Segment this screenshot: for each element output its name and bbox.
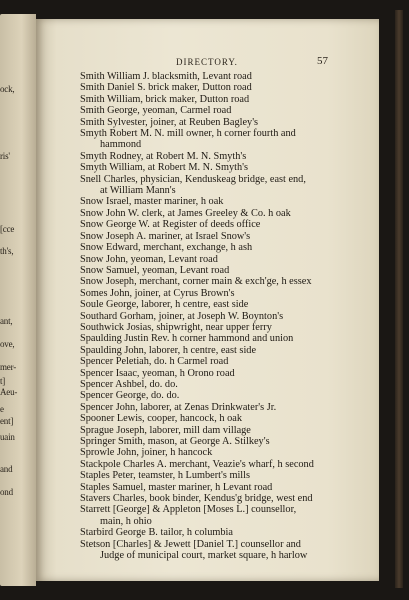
page-header	[36, 57, 379, 71]
directory-entry: Spooner Lewis, cooper, hancock, h oak	[80, 413, 242, 425]
directory-entry: Smith George, yeoman, Carmel road	[80, 105, 232, 117]
directory-entry: Spencer Ashbel, do. do.	[80, 378, 178, 390]
directory-entry: Smyth Robert M. N. mill owner, h corner fourth and	[80, 128, 296, 140]
directory-entry: Smith William J. blacksmith, Levant road	[80, 71, 252, 82]
directory-entry: Smyth William, at Robert M. N. Smyth's	[80, 162, 249, 174]
directory-entry: Stackpole Charles A. merchant, Veazie's wharf, h second	[80, 458, 314, 470]
directory-entry: Smyth Rodney, at Robert M. N. Smyth's	[80, 150, 247, 162]
directory-entry: Snow John W. clerk, at James Greeley & Co. h oak	[80, 207, 291, 219]
left-page-fragment: and	[0, 464, 13, 474]
directory-entry: Spencer Peletiah, do. h Carmel road	[80, 356, 229, 368]
directory-page	[36, 19, 379, 581]
left-page-fragment: mer-	[0, 362, 17, 372]
directory-entry: Snow John, yeoman, Levant road	[80, 253, 218, 265]
directory-entry: Snow George W. at Register of deeds office	[80, 219, 261, 231]
directory-entry: Smith William, brick maker, Dutton road	[80, 93, 250, 105]
directory-entry: Spencer John, laborer, at Zenas Drinkwater's Jr.	[80, 401, 277, 413]
left-page-fragment: ove,	[0, 339, 15, 349]
book-cover-edge	[395, 10, 403, 588]
directory-entry: Stetson [Charles] & Jewett [Daniel T.] counsellor and	[80, 538, 301, 550]
directory-entry: Stavers Charles, book binder, Kendus'g bridge, west end	[80, 493, 313, 505]
left-page-fragment: ond	[0, 487, 13, 497]
left-page-fragment: uain	[0, 432, 15, 442]
directory-entry: Starrett [George] & Appleton [Moses L.] counsellor,	[80, 504, 297, 516]
left-page-fragment: th's,	[0, 246, 14, 256]
directory-entry: Snell Charles, physician, Kenduskeag bridge, east end,	[80, 173, 306, 185]
directory-entries	[80, 71, 370, 561]
directory-entry-continuation: hammond	[100, 139, 142, 151]
left-page-fragment: t]	[0, 376, 6, 386]
directory-entry: Snow Israel, master mariner, h oak	[80, 196, 224, 208]
left-facing-page	[0, 14, 36, 586]
directory-entry: Starbird George B. tailor, h columbia	[80, 527, 233, 539]
directory-entry: Staples Samuel, master mariner, h Levant road	[80, 481, 273, 493]
directory-entry: Soule George, laborer, h centre, east side	[80, 299, 249, 311]
directory-entry-continuation: main, h ohio	[100, 515, 152, 527]
left-page-fragment: ock,	[0, 84, 15, 94]
directory-entry: Snow Edward, merchant, exchange, h ash	[80, 242, 253, 254]
running-title: DIRECTORY.	[176, 57, 238, 67]
left-page-fragment: e	[0, 404, 4, 414]
directory-entry: Smith Sylvester, joiner, at Reuben Bagley's	[80, 116, 259, 128]
directory-entry-continuation: at William Mann's	[100, 185, 176, 197]
directory-entry: Snow Joseph, merchant, corner main & exch'ge, h essex	[80, 276, 312, 288]
directory-entry: Sprowle John, joiner, h hancock	[80, 447, 213, 459]
directory-entry-continuation: Judge of municipal court, market square, h harlow	[100, 550, 308, 562]
directory-entry: Staples Peter, teamster, h Lumbert's mills	[80, 470, 251, 482]
directory-entry: Spencer Isaac, yeoman, h Orono road	[80, 367, 235, 379]
directory-entry: Snow Samuel, yeoman, Levant road	[80, 264, 230, 276]
directory-entry: Sprague Joseph, laborer, mill dam village	[80, 424, 251, 436]
left-page-fragment: Aeu-	[0, 387, 18, 397]
directory-entry: Snow Joseph A. mariner, at Israel Snow's	[80, 230, 251, 242]
directory-entry: Southard Gorham, joiner, at Joseph W. Boynton's	[80, 310, 284, 322]
directory-entry: Spaulding Justin Rev. h corner hammond and union	[80, 333, 294, 345]
page-number: 57	[317, 55, 328, 67]
left-page-fragment: [cce	[0, 224, 15, 234]
left-page-fragment: ris'	[0, 151, 10, 161]
directory-entry: Spaulding John, laborer, h centre, east side	[80, 344, 257, 356]
directory-entry: Springer Smith, mason, at George A. Stilkey's	[80, 436, 270, 447]
directory-entry: Smith Daniel S. brick maker, Dutton road	[80, 82, 252, 94]
left-page-fragment: ant,	[0, 316, 13, 326]
directory-entry: Southwick Josias, shipwright, near upper ferry	[80, 321, 272, 333]
directory-entry: Spencer George, do. do.	[80, 390, 180, 402]
left-page-fragment: ent]	[0, 416, 14, 426]
directory-entry: Somes John, joiner, at Cyrus Brown's	[80, 287, 235, 299]
